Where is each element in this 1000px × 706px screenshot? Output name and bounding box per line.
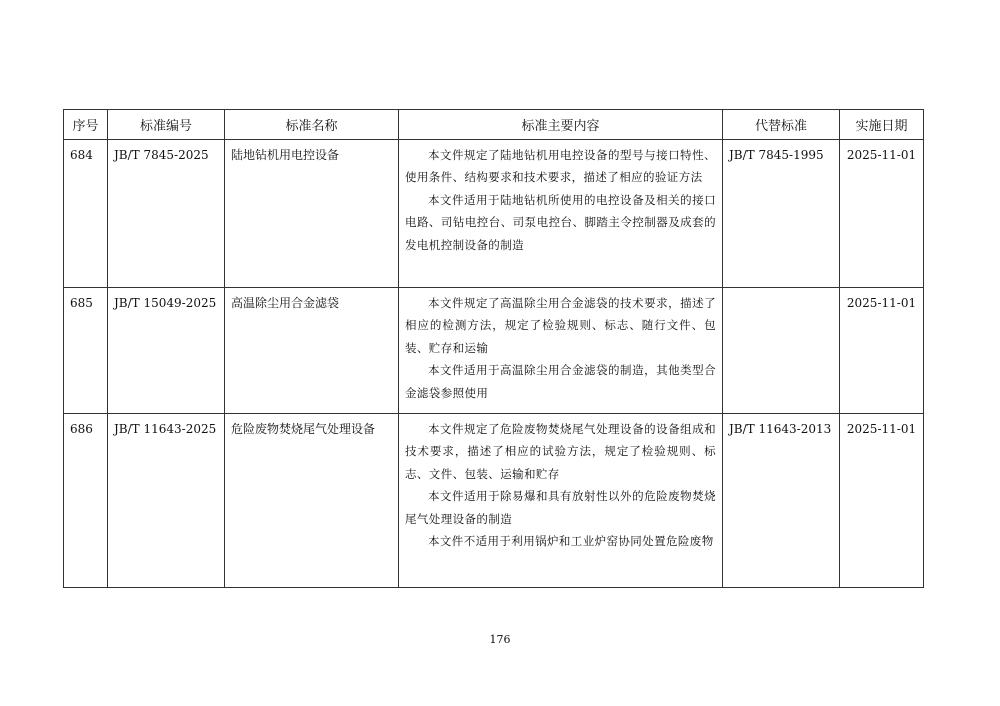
cell-implementation-date: 2025-11-01 bbox=[840, 140, 924, 288]
cell-standard-name: 危险废物焚烧尾气处理设备 bbox=[225, 414, 399, 588]
cell-seq: 685 bbox=[64, 288, 108, 414]
cell-main-content bbox=[399, 288, 723, 414]
cell-standard-number: JB/T 11643-2025 bbox=[108, 414, 225, 588]
content-paragraph: 本文件规定了高温除尘用合金滤袋的技术要求，描述了相应的检测方法，规定了检验规则、标志、随行文件、包装、贮存和运输 bbox=[405, 296, 716, 355]
content-paragraph: 本文件适用于陆地钻机所使用的电控设备及相关的接口电路、司钻电控台、司泵电控台、脚踏主令控制器及成套的发电机控制设备的制造 bbox=[405, 192, 716, 252]
table-row bbox=[64, 288, 924, 414]
content-paragraph: 本文件规定了陆地钻机用电控设备的型号与接口特性、使用条件、结构要求和技术要求，描述了相应的验证方法 bbox=[405, 148, 716, 185]
header-standard-number: 标准编号 bbox=[108, 110, 225, 140]
table-header-row bbox=[64, 110, 924, 140]
table-row bbox=[64, 414, 924, 588]
content-paragraph: 本文件适用于高温除尘用合金滤袋的制造，其他类型合金滤袋参照使用 bbox=[405, 363, 716, 400]
cell-replaced-standard: JB/T 11643-2013 bbox=[723, 414, 840, 588]
header-main-content: 标准主要内容 bbox=[399, 110, 723, 140]
standards-table bbox=[63, 109, 924, 588]
content-paragraph: 本文件适用于除易爆和具有放射性以外的危险废物焚烧尾气处理设备的制造 bbox=[405, 489, 716, 526]
content-paragraph: 本文件规定了危险废物焚烧尾气处理设备的设备组成和技术要求，描述了相应的试验方法，规定了检验规则、标志、文件、包装、运输和贮存 bbox=[405, 422, 716, 481]
cell-main-content bbox=[399, 414, 723, 588]
cell-standard-number: JB/T 7845-2025 bbox=[108, 140, 225, 288]
cell-replaced-standard bbox=[723, 288, 840, 414]
cell-standard-name: 高温除尘用合金滤袋 bbox=[225, 288, 399, 414]
cell-implementation-date: 2025-11-01 bbox=[840, 414, 924, 588]
page-number: 176 bbox=[489, 633, 511, 646]
header-replaced-standard: 代替标准 bbox=[723, 110, 840, 140]
table-row bbox=[64, 140, 924, 288]
header-seq: 序号 bbox=[64, 110, 108, 140]
cell-seq: 684 bbox=[64, 140, 108, 288]
header-implementation-date: 实施日期 bbox=[840, 110, 924, 140]
header-standard-name: 标准名称 bbox=[225, 110, 399, 140]
cell-seq: 686 bbox=[64, 414, 108, 588]
cell-main-content bbox=[399, 140, 723, 288]
cell-standard-number: JB/T 15049-2025 bbox=[108, 288, 225, 414]
cell-implementation-date: 2025-11-01 bbox=[840, 288, 924, 414]
content-paragraph: 本文件不适用于利用锅炉和工业炉窑协同处置危险废物 bbox=[428, 534, 714, 549]
cell-replaced-standard: JB/T 7845-1995 bbox=[723, 140, 840, 288]
cell-standard-name: 陆地钻机用电控设备 bbox=[225, 140, 399, 288]
